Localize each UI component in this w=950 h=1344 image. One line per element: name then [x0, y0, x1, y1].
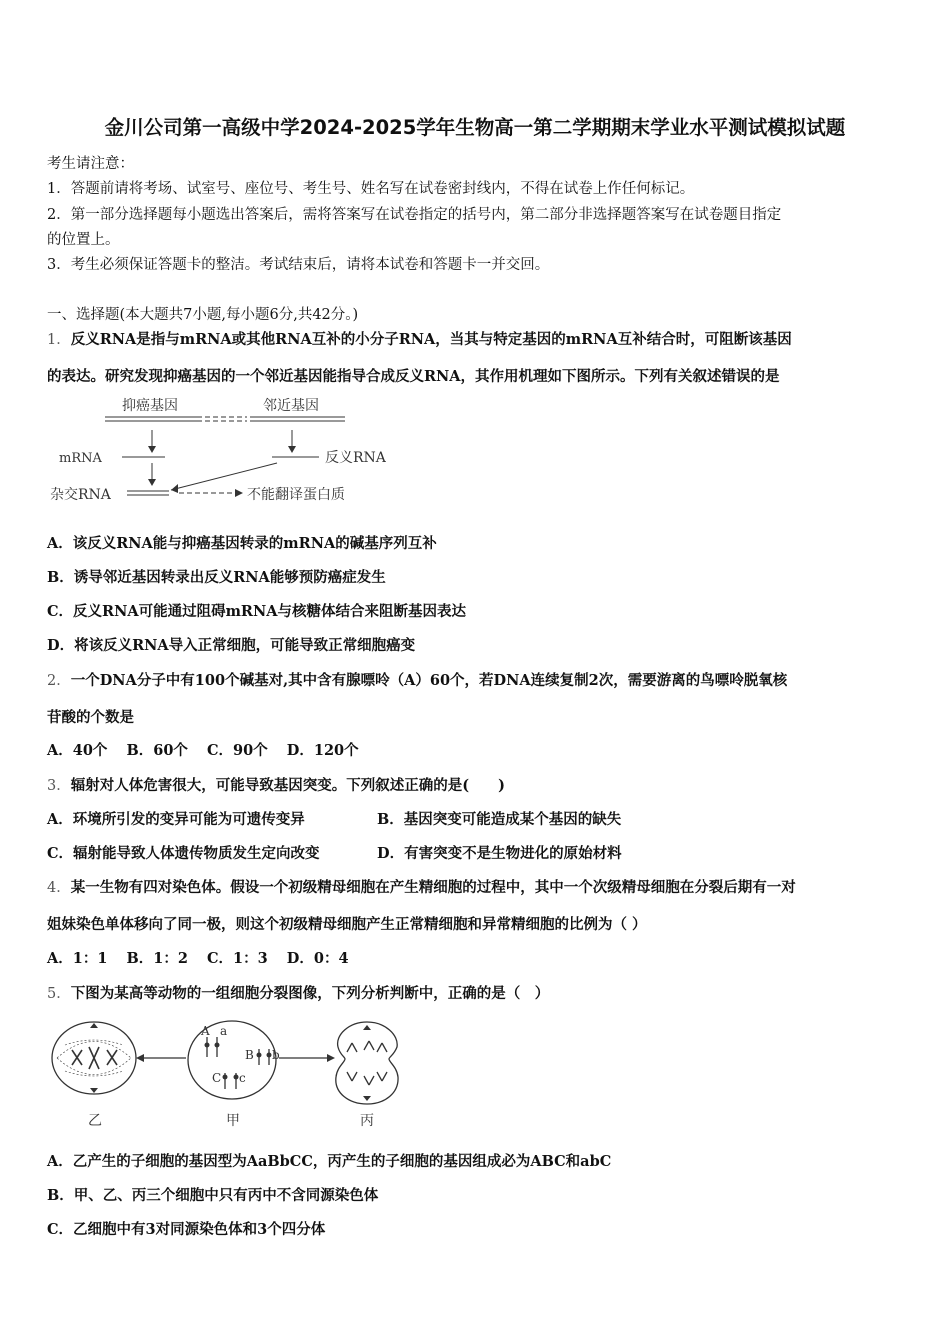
notice-item: 1．答题前请将考场、试室号、座位号、考生号、姓名写在试卷密封线内，不得在试卷上作任何标记。	[47, 181, 695, 197]
section-heading: 一、选择题(本大题共7小题,每小题6分,共42分。)	[47, 307, 359, 323]
question-number: 4．	[47, 880, 71, 896]
option-c: C．反义RNA可能通过阻碍mRNA与核糖体结合来阻断基因表达	[47, 603, 466, 620]
question-2-cont: 苷酸的个数是	[47, 709, 134, 726]
question-5	[47, 982, 549, 1003]
cell-yi-label: 乙	[88, 1113, 102, 1129]
option-d: D．0：4	[286, 950, 349, 967]
gene-b-lower: b	[272, 1048, 280, 1062]
gene1-label: 抑癌基因	[122, 398, 178, 414]
question-2	[47, 669, 787, 690]
option-a: A．该反义RNA能与抑癌基因转录的mRNA的碱基序列互补	[47, 535, 437, 552]
antisense-label: 反义RNA	[325, 450, 386, 466]
options-row	[47, 739, 359, 760]
option-b: B．甲、乙、丙三个细胞中只有丙中不含同源染色体	[47, 1187, 379, 1204]
question-3	[47, 774, 505, 795]
page-title: 金川公司第一高级中学2024-2025学年生物高一第二学期期末学业水平测试模拟试题	[104, 116, 846, 139]
question-text: 一个DNA分子中有100个碱基对,其中含有腺嘌呤（A）60个，若DNA连续复制2次，需要游离的鸟嘌呤脱氧核	[70, 672, 788, 689]
question-text: 某一生物有四对染色体。假设一个初级精母细胞在产生精细胞的过程中，其中一个次级精母细胞在分裂后期有一对	[70, 879, 796, 896]
question-number: 2．	[47, 673, 71, 689]
options-row	[47, 808, 621, 829]
cell-division-diagram	[47, 1015, 407, 1133]
notice-heading: 考生请注意：	[47, 156, 134, 172]
hybrid-label: 杂交RNA	[50, 487, 111, 503]
question-text: 辐射对人体危害很大，可能导致基因突变。下列叙述正确的是( )	[70, 777, 505, 794]
gene-a-lower: a	[220, 1024, 228, 1038]
option-b: B．1：2	[126, 950, 188, 967]
notice-item: 3．考生必须保证答题卡的整洁。考试结束后，请将本试卷和答题卡一并交回。	[47, 257, 550, 273]
question-1	[47, 328, 792, 349]
question-number: 1．	[47, 332, 71, 348]
option-a: A．乙产生的子细胞的基因型为AaBbCC，丙产生的子细胞的基因组成必为ABC和abC	[47, 1153, 612, 1170]
question-text: 反义RNA是指与mRNA或其他RNA互补的小分子RNA，当其与特定基因的mRNA互补结合时，可阻断该基因	[70, 331, 792, 348]
option-d: D．120个	[286, 742, 359, 759]
gene2-label: 邻近基因	[263, 398, 319, 414]
options-row	[47, 947, 349, 968]
options-row	[47, 842, 622, 863]
gene-c-upper: C	[212, 1071, 222, 1085]
antisense-rna-diagram	[47, 393, 407, 511]
question-number: 3．	[47, 778, 71, 794]
gene-b-upper: B	[245, 1048, 254, 1062]
option-a: A．40个	[47, 742, 108, 759]
cell-bing-label: 丙	[360, 1113, 374, 1129]
gene-a-upper: A	[201, 1024, 210, 1038]
option-d: D．将该反义RNA导入正常细胞，可能导致正常细胞癌变	[47, 637, 416, 654]
option-d: D．有害突变不是生物进化的原始材料	[377, 845, 622, 862]
question-1-cont: 的表达。研究发现抑癌基因的一个邻近基因能指导合成反义RNA，其作用机理如下图所示。下列有关叙述错误的是	[47, 368, 780, 385]
option-a: A．环境所引发的变异可能为可遗传变异	[47, 811, 305, 828]
option-b: B．诱导邻近基因转录出反义RNA能够预防癌症发生	[47, 569, 386, 586]
question-4-cont: 姐妹染色单体移向了同一极，则这个初级精母细胞产生正常精细胞和异常精细胞的比例为（ ）	[47, 916, 647, 933]
notice-item: 2．第一部分选择题每小题选出答案后，需将答案写在试卷指定的括号内，第二部分非选择题答案写在试卷题目指定	[47, 207, 782, 223]
question-number: 5．	[47, 986, 71, 1002]
option-b: B．基因突变可能造成某个基因的缺失	[377, 811, 622, 828]
option-c: C．90个	[207, 742, 268, 759]
cell-jia-label: 甲	[226, 1113, 240, 1129]
question-text: 下图为某高等动物的一组细胞分裂图像，下列分析判断中，正确的是（ ）	[70, 985, 550, 1002]
result-label: 不能翻译蛋白质	[247, 487, 345, 503]
mrna-label: mRNA	[59, 451, 102, 466]
option-b: B．60个	[126, 742, 188, 759]
notice-item: 的位置上。	[47, 232, 120, 248]
question-4	[47, 876, 796, 897]
option-c: C．乙细胞中有3对同源染色体和3个四分体	[47, 1221, 326, 1238]
option-c: C．1：3	[207, 950, 268, 967]
gene-c-lower: c	[239, 1071, 246, 1085]
option-a: A．1：1	[47, 950, 108, 967]
option-c: C．辐射能导致人体遗传物质发生定向改变	[47, 845, 320, 862]
